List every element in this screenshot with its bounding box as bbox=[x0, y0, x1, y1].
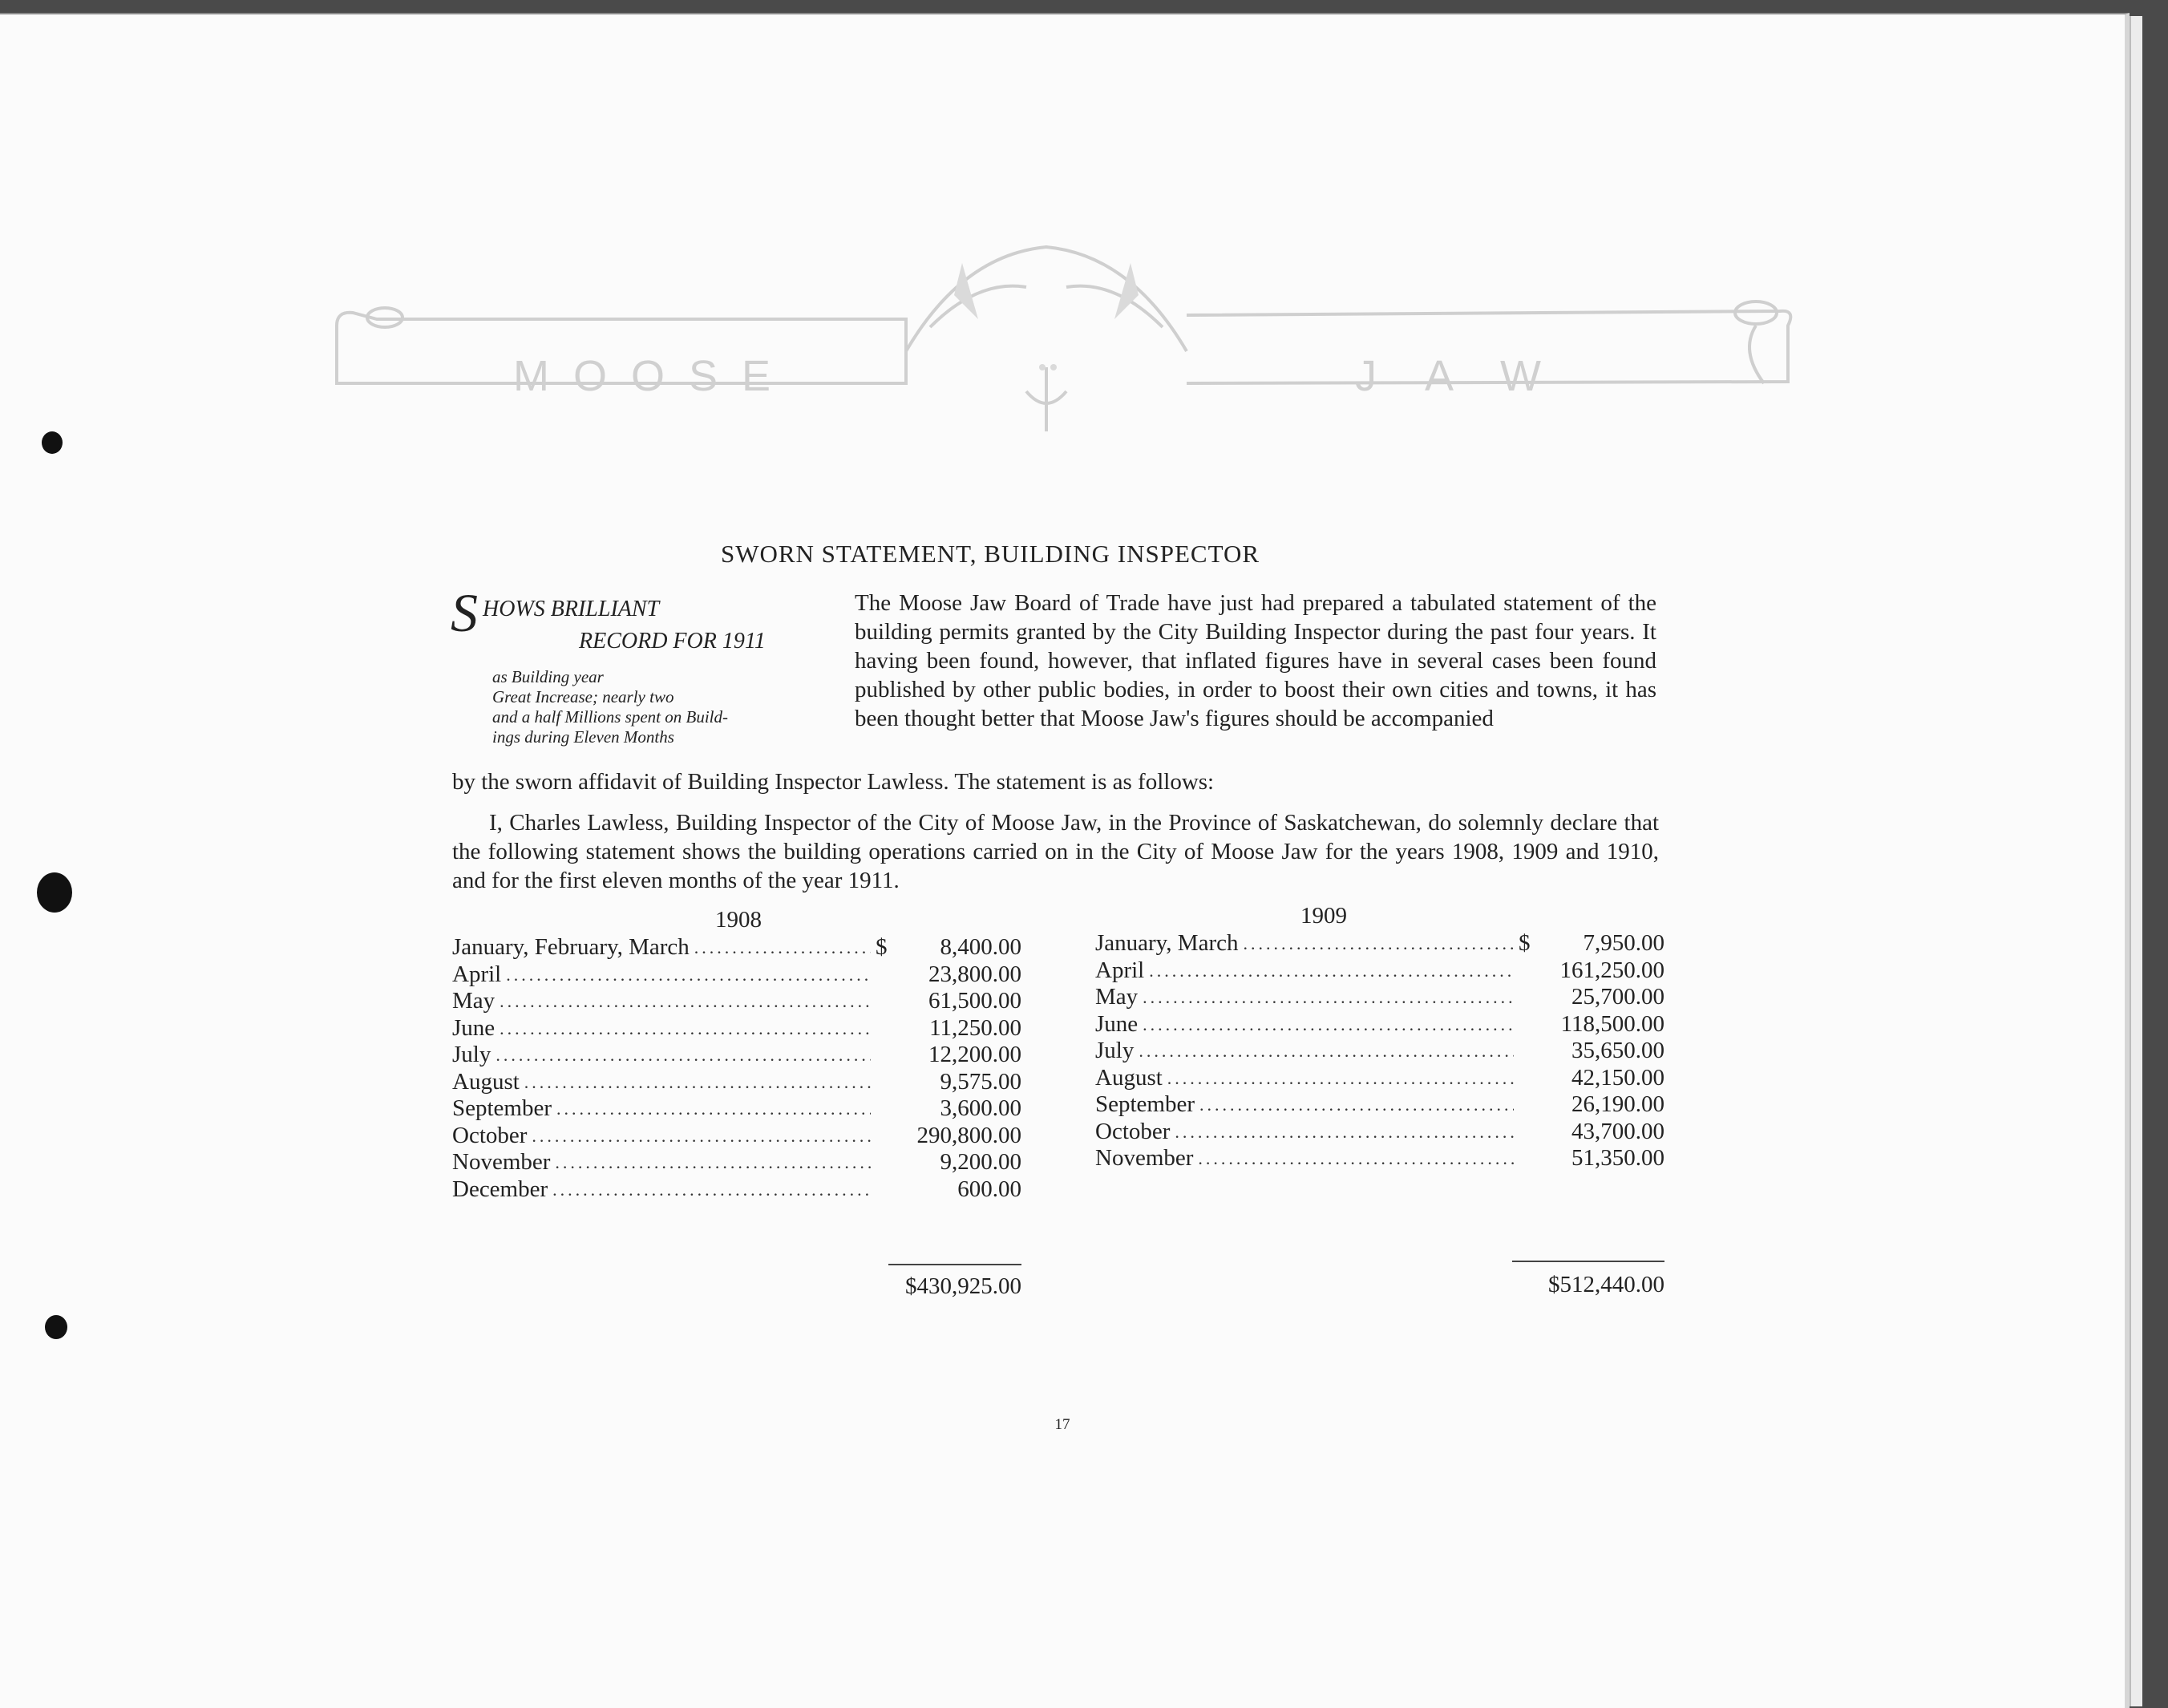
document-page bbox=[0, 13, 2130, 1708]
row-currency: $ bbox=[1519, 930, 1531, 956]
table-row bbox=[1095, 957, 1664, 985]
row-month: May bbox=[1095, 984, 1139, 1010]
row-currency bbox=[1519, 1065, 1536, 1092]
row-amount: 25,700.00 bbox=[1571, 984, 1664, 1010]
table-row bbox=[452, 961, 1021, 989]
table-row bbox=[1095, 1011, 1664, 1038]
row-currency bbox=[876, 1095, 893, 1123]
leader-dots bbox=[500, 1015, 871, 1042]
row-currency bbox=[1519, 1011, 1536, 1038]
row-month: April bbox=[1095, 957, 1145, 983]
leader-dots bbox=[1167, 1065, 1514, 1092]
row-amount: 35,650.00 bbox=[1571, 1038, 1664, 1063]
leader-dots bbox=[556, 1095, 871, 1123]
banner-word-moose: MOOSE bbox=[513, 352, 795, 400]
binder-hole-middle bbox=[37, 872, 72, 913]
leader-dots bbox=[1199, 1091, 1514, 1119]
row-month: January, February, March bbox=[452, 934, 690, 960]
row-currency bbox=[1519, 1038, 1536, 1065]
row-month: July bbox=[1095, 1038, 1135, 1063]
row-amount: 61,500.00 bbox=[928, 988, 1021, 1014]
sidenote-drop-cap: S bbox=[451, 582, 478, 643]
row-month: January, March bbox=[1095, 930, 1239, 956]
row-amount: 9,200.00 bbox=[940, 1149, 1021, 1175]
table-row bbox=[452, 1176, 1021, 1204]
leader-dots bbox=[1175, 1119, 1514, 1146]
permits-table-1909 bbox=[1095, 930, 1664, 1172]
banner-word-jaw: JAW bbox=[1355, 352, 1589, 400]
leader-dots bbox=[524, 1069, 871, 1096]
row-month: September bbox=[452, 1095, 552, 1121]
row-currency bbox=[1519, 984, 1536, 1011]
leader-dots bbox=[1198, 1145, 1514, 1172]
row-currency bbox=[876, 1015, 893, 1042]
row-currency bbox=[1519, 1091, 1536, 1119]
row-currency bbox=[876, 1042, 893, 1069]
leader-dots bbox=[495, 1042, 871, 1069]
row-amount: 42,150.00 bbox=[1571, 1064, 1664, 1091]
row-currency bbox=[876, 1176, 893, 1204]
permits-table-1908 bbox=[452, 934, 1021, 1203]
row-month: May bbox=[452, 988, 495, 1014]
leader-dots bbox=[1149, 957, 1514, 985]
row-currency bbox=[876, 961, 893, 989]
table-row bbox=[452, 1123, 1021, 1150]
row-month: August bbox=[452, 1068, 520, 1095]
intro-paragraph: The Moose Jaw Board of Trade have just had prepared a tabulated statement of the building permits granted by the City Building Inspector during the past four years. It having been found, however, that inflated figures have in several cases been found published by other public bodies, in order to boost their own cities and towns, it has been thought better that Moose Jaw's figures should be accompanied bbox=[855, 590, 1656, 731]
table-row bbox=[1095, 930, 1664, 957]
row-month: April bbox=[452, 961, 502, 987]
row-currency bbox=[1519, 957, 1536, 985]
leader-dots bbox=[552, 1176, 871, 1204]
binder-hole-top bbox=[42, 431, 63, 454]
table-row bbox=[1095, 1091, 1664, 1119]
row-month: June bbox=[1095, 1010, 1139, 1037]
leader-dots bbox=[1143, 1011, 1514, 1038]
table-row bbox=[452, 1149, 1021, 1176]
table-row bbox=[1095, 984, 1664, 1011]
table-row bbox=[452, 1015, 1021, 1042]
total-rule-1908 bbox=[888, 1264, 1021, 1265]
table-row bbox=[1095, 1065, 1664, 1092]
total-rule-1909 bbox=[1512, 1261, 1664, 1262]
row-month: July bbox=[452, 1042, 491, 1067]
row-month: November bbox=[452, 1149, 551, 1175]
sidenote-body: as Building year Great Increase; nearly two and a half Millions spent on Build- ings during Eleven Months bbox=[492, 667, 728, 747]
row-currency bbox=[876, 1069, 893, 1096]
row-currency bbox=[876, 1149, 893, 1176]
row-month: October bbox=[1095, 1118, 1171, 1144]
row-month: June bbox=[452, 1014, 495, 1041]
row-amount: 8,400.00 bbox=[940, 934, 1021, 960]
leader-dots bbox=[694, 934, 871, 961]
row-amount: 12,200.00 bbox=[928, 1042, 1021, 1067]
row-month: September bbox=[1095, 1091, 1195, 1117]
total-1908: $430,925.00 bbox=[905, 1273, 1021, 1299]
table-row bbox=[452, 1095, 1021, 1123]
declaration-paragraph: I, Charles Lawless, Building Inspector of the City of Moose Jaw, in the Province of Saskatchewan, do solemnly declare that the following statement shows the building operations carried on in the City of Moose Jaw for the years 1908, 1909 and 1910, and for the first eleven months of the year 1911. bbox=[452, 810, 1659, 893]
year-heading-1909: 1909 bbox=[1300, 903, 1347, 929]
table-row bbox=[452, 988, 1021, 1015]
binder-hole-bottom bbox=[45, 1315, 67, 1339]
table-row bbox=[452, 934, 1021, 961]
banner-ornament bbox=[321, 231, 1804, 455]
total-1909: $512,440.00 bbox=[1548, 1272, 1664, 1297]
row-currency bbox=[1519, 1145, 1536, 1172]
row-amount: 43,700.00 bbox=[1571, 1118, 1664, 1144]
table-row bbox=[1095, 1119, 1664, 1146]
page-title: SWORN STATEMENT, BUILDING INSPECTOR bbox=[720, 540, 1260, 568]
row-currency bbox=[876, 988, 893, 1015]
leader-dots bbox=[500, 988, 871, 1015]
leader-dots bbox=[506, 961, 871, 989]
intro-paragraph-tail: by the sworn affidavit of Building Inspector Lawless. The statement is as follows: bbox=[452, 769, 1215, 795]
row-amount: 3,600.00 bbox=[940, 1095, 1021, 1121]
leader-dots bbox=[532, 1123, 871, 1150]
row-amount: 290,800.00 bbox=[916, 1122, 1021, 1148]
page-number: 17 bbox=[1054, 1416, 1070, 1433]
row-amount: 7,950.00 bbox=[1583, 930, 1664, 956]
table-row bbox=[1095, 1038, 1664, 1065]
row-currency: $ bbox=[876, 934, 888, 960]
row-amount: 118,500.00 bbox=[1560, 1010, 1664, 1037]
row-amount: 600.00 bbox=[957, 1176, 1021, 1202]
leader-dots bbox=[1139, 1038, 1514, 1065]
row-amount: 51,350.00 bbox=[1571, 1145, 1664, 1171]
row-month: December bbox=[452, 1176, 548, 1202]
row-month: October bbox=[452, 1122, 528, 1148]
leader-dots bbox=[1143, 984, 1514, 1011]
leader-dots bbox=[1244, 930, 1515, 957]
row-amount: 23,800.00 bbox=[928, 961, 1021, 987]
row-currency bbox=[876, 1123, 893, 1150]
row-amount: 161,250.00 bbox=[1559, 957, 1664, 983]
table-row bbox=[1095, 1145, 1664, 1172]
leader-dots bbox=[555, 1149, 871, 1176]
page-edge bbox=[2130, 16, 2142, 1706]
table-row bbox=[452, 1042, 1021, 1069]
moose-jaw-banner bbox=[321, 231, 1804, 455]
row-currency bbox=[1519, 1119, 1536, 1146]
row-amount: 9,575.00 bbox=[940, 1068, 1021, 1095]
sidenote-heading-line2: RECORD FOR 1911 bbox=[579, 629, 766, 654]
row-month: November bbox=[1095, 1145, 1194, 1171]
year-heading-1908: 1908 bbox=[715, 907, 762, 933]
row-amount: 11,250.00 bbox=[929, 1014, 1021, 1041]
table-row bbox=[452, 1069, 1021, 1096]
sidenote-heading-line1: HOWS BRILLIANT bbox=[483, 597, 660, 621]
row-amount: 26,190.00 bbox=[1571, 1091, 1664, 1117]
row-month: August bbox=[1095, 1064, 1163, 1091]
